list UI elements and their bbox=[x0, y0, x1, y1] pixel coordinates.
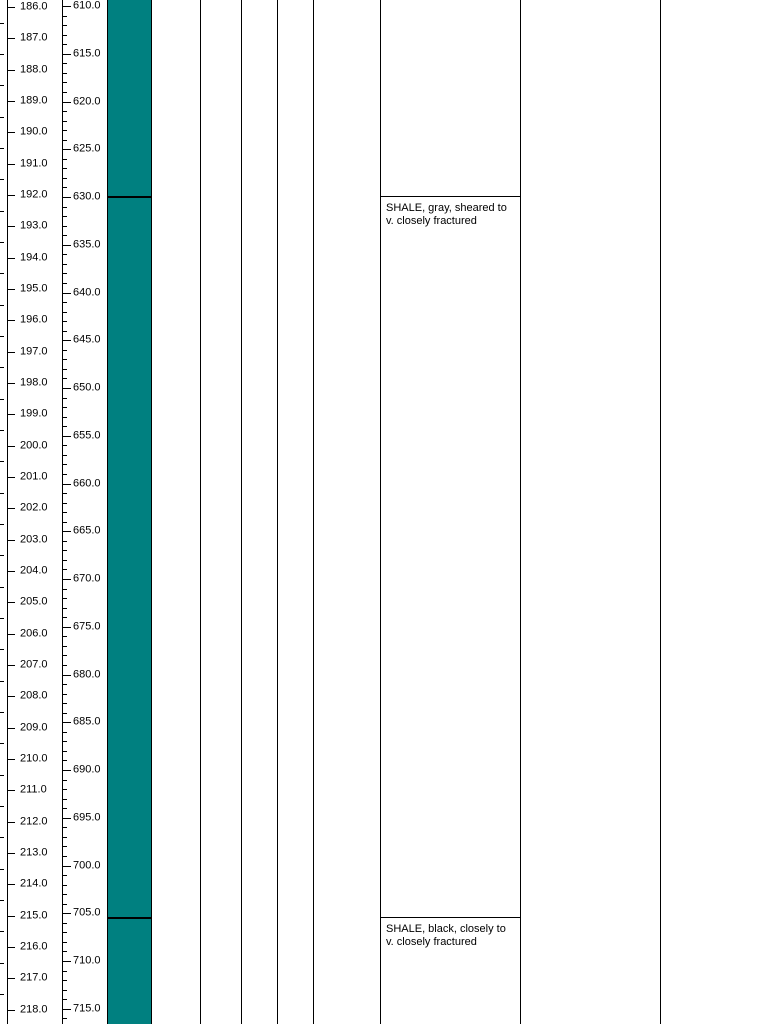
minor-tick-ft bbox=[62, 426, 67, 427]
minor-tick-ft bbox=[62, 703, 67, 704]
minor-tick-m bbox=[0, 806, 4, 807]
major-tick-m bbox=[7, 446, 15, 447]
minor-tick-m bbox=[0, 712, 4, 713]
minor-tick-ft bbox=[62, 82, 67, 83]
depth-label-m: 207.0 bbox=[20, 658, 48, 671]
description-top-border bbox=[380, 917, 521, 918]
minor-tick-ft bbox=[62, 92, 67, 93]
major-tick-m bbox=[7, 320, 15, 321]
depth-label-ft: 695.0 bbox=[73, 811, 101, 824]
depth-label-ft: 650.0 bbox=[73, 381, 101, 394]
minor-tick-ft bbox=[62, 226, 67, 227]
minor-tick-m bbox=[0, 54, 4, 55]
minor-tick-m bbox=[0, 367, 4, 368]
minor-tick-m bbox=[0, 587, 4, 588]
minor-tick-m bbox=[0, 117, 4, 118]
minor-tick-ft bbox=[62, 417, 67, 418]
depth-label-m: 210.0 bbox=[20, 752, 48, 765]
major-tick-m bbox=[7, 853, 15, 854]
minor-tick-ft bbox=[62, 846, 67, 847]
major-tick-m bbox=[7, 916, 15, 917]
minor-tick-ft bbox=[62, 331, 67, 332]
minor-tick-ft bbox=[62, 875, 67, 876]
depth-label-ft: 665.0 bbox=[73, 524, 101, 537]
minor-tick-m bbox=[0, 649, 4, 650]
minor-tick-ft bbox=[62, 16, 67, 17]
major-tick-m bbox=[7, 759, 15, 760]
major-tick-ft bbox=[62, 961, 71, 962]
depth-label-ft: 635.0 bbox=[73, 238, 101, 251]
minor-tick-ft bbox=[62, 560, 67, 561]
depth-label-ft: 610.0 bbox=[73, 0, 101, 12]
minor-tick-ft bbox=[62, 25, 67, 26]
major-tick-m bbox=[7, 1010, 15, 1011]
minor-tick-ft bbox=[62, 923, 67, 924]
depth-label-m: 202.0 bbox=[20, 501, 48, 514]
depth-label-ft: 700.0 bbox=[73, 859, 101, 872]
minor-tick-ft bbox=[62, 808, 67, 809]
major-tick-ft bbox=[62, 1009, 71, 1010]
minor-tick-ft bbox=[62, 369, 67, 370]
minor-tick-ft bbox=[62, 694, 67, 695]
depth-label-m: 203.0 bbox=[20, 533, 48, 546]
minor-tick-m bbox=[0, 743, 4, 744]
column-divider bbox=[241, 0, 242, 1024]
depth-label-m: 208.0 bbox=[20, 689, 48, 702]
minor-tick-ft bbox=[62, 799, 67, 800]
major-tick-m bbox=[7, 352, 15, 353]
minor-tick-m bbox=[0, 430, 4, 431]
major-tick-ft bbox=[62, 54, 71, 55]
major-tick-m bbox=[7, 164, 15, 165]
depth-label-m: 198.0 bbox=[20, 376, 48, 389]
minor-tick-m bbox=[0, 618, 4, 619]
minor-tick-m bbox=[0, 242, 4, 243]
depth-label-ft: 690.0 bbox=[73, 763, 101, 776]
major-tick-m bbox=[7, 790, 15, 791]
minor-tick-ft bbox=[62, 589, 67, 590]
minor-tick-m bbox=[0, 869, 4, 870]
depth-label-m: 189.0 bbox=[20, 94, 48, 107]
minor-tick-ft bbox=[62, 398, 67, 399]
description-column-right-border bbox=[520, 0, 521, 1024]
minor-tick-ft bbox=[62, 207, 67, 208]
column-divider bbox=[660, 0, 661, 1024]
minor-tick-ft bbox=[62, 512, 67, 513]
minor-tick-m bbox=[0, 461, 4, 462]
depth-label-ft: 670.0 bbox=[73, 572, 101, 585]
minor-tick-ft bbox=[62, 751, 67, 752]
depth-label-m: 195.0 bbox=[20, 282, 48, 295]
depth-label-m: 190.0 bbox=[20, 125, 48, 138]
minor-tick-ft bbox=[62, 655, 67, 656]
depth-label-m: 199.0 bbox=[20, 407, 48, 420]
major-tick-ft bbox=[62, 484, 71, 485]
minor-tick-m bbox=[0, 994, 4, 995]
depth-label-m: 213.0 bbox=[20, 846, 48, 859]
minor-tick-ft bbox=[62, 780, 67, 781]
depth-label-ft: 685.0 bbox=[73, 715, 101, 728]
minor-tick-ft bbox=[62, 445, 67, 446]
minor-tick-ft bbox=[62, 713, 67, 714]
column-divider bbox=[200, 0, 201, 1024]
major-tick-ft bbox=[62, 866, 71, 867]
minor-tick-ft bbox=[62, 503, 67, 504]
depth-label-m: 206.0 bbox=[20, 627, 48, 640]
minor-tick-ft bbox=[62, 35, 67, 36]
minor-tick-ft bbox=[62, 273, 67, 274]
minor-tick-ft bbox=[62, 760, 67, 761]
depth-axis-meters-line bbox=[7, 0, 8, 1024]
minor-tick-ft bbox=[62, 44, 67, 45]
depth-label-m: 192.0 bbox=[20, 188, 48, 201]
major-tick-m bbox=[7, 508, 15, 509]
minor-tick-ft bbox=[62, 665, 67, 666]
minor-tick-ft bbox=[62, 254, 67, 255]
minor-tick-ft bbox=[62, 904, 67, 905]
depth-label-m: 212.0 bbox=[20, 815, 48, 828]
depth-label-m: 196.0 bbox=[20, 313, 48, 326]
lithology-description-line: v. closely fractured bbox=[386, 936, 477, 948]
minor-tick-ft bbox=[62, 359, 67, 360]
major-tick-m bbox=[7, 195, 15, 196]
major-tick-ft bbox=[62, 436, 71, 437]
depth-label-m: 204.0 bbox=[20, 564, 48, 577]
depth-label-m: 193.0 bbox=[20, 219, 48, 232]
major-tick-m bbox=[7, 38, 15, 39]
major-tick-m bbox=[7, 414, 15, 415]
major-tick-m bbox=[7, 978, 15, 979]
minor-tick-ft bbox=[62, 111, 67, 112]
minor-tick-m bbox=[0, 305, 4, 306]
minor-tick-ft bbox=[62, 971, 67, 972]
minor-tick-ft bbox=[62, 302, 67, 303]
major-tick-ft bbox=[62, 722, 71, 723]
major-tick-ft bbox=[62, 675, 71, 676]
minor-tick-ft bbox=[62, 646, 67, 647]
minor-tick-ft bbox=[62, 168, 67, 169]
depth-label-m: 194.0 bbox=[20, 251, 48, 264]
minor-tick-ft bbox=[62, 378, 67, 379]
depth-label-ft: 630.0 bbox=[73, 190, 101, 203]
minor-tick-ft bbox=[62, 827, 67, 828]
minor-tick-ft bbox=[62, 140, 67, 141]
minor-tick-ft bbox=[62, 837, 67, 838]
description-column-left-border bbox=[380, 0, 381, 1024]
minor-tick-m bbox=[0, 681, 4, 682]
minor-tick-ft bbox=[62, 942, 67, 943]
minor-tick-m bbox=[0, 211, 4, 212]
depth-label-m: 191.0 bbox=[20, 157, 48, 170]
minor-tick-ft bbox=[62, 951, 67, 952]
depth-label-m: 214.0 bbox=[20, 877, 48, 890]
major-tick-m bbox=[7, 947, 15, 948]
major-tick-ft bbox=[62, 102, 71, 103]
major-tick-m bbox=[7, 634, 15, 635]
minor-tick-ft bbox=[62, 216, 67, 217]
minor-tick-ft bbox=[62, 617, 67, 618]
depth-label-m: 209.0 bbox=[20, 721, 48, 734]
minor-tick-ft bbox=[62, 999, 67, 1000]
depth-label-m: 200.0 bbox=[20, 439, 48, 452]
depth-label-ft: 680.0 bbox=[73, 668, 101, 681]
minor-tick-m bbox=[0, 555, 4, 556]
minor-tick-m bbox=[0, 493, 4, 494]
depth-label-ft: 660.0 bbox=[73, 477, 101, 490]
minor-tick-ft bbox=[62, 312, 67, 313]
depth-label-m: 187.0 bbox=[20, 31, 48, 44]
minor-tick-ft bbox=[62, 455, 67, 456]
depth-label-m: 205.0 bbox=[20, 595, 48, 608]
minor-tick-ft bbox=[62, 350, 67, 351]
major-tick-m bbox=[7, 571, 15, 572]
major-tick-m bbox=[7, 132, 15, 133]
column-divider bbox=[277, 0, 278, 1024]
minor-tick-ft bbox=[62, 522, 67, 523]
minor-tick-ft bbox=[62, 608, 67, 609]
minor-tick-ft bbox=[62, 130, 67, 131]
minor-tick-ft bbox=[62, 932, 67, 933]
minor-tick-m bbox=[0, 273, 4, 274]
minor-tick-m bbox=[0, 179, 4, 180]
major-tick-m bbox=[7, 101, 15, 102]
minor-tick-ft bbox=[62, 1018, 67, 1019]
depth-label-ft: 620.0 bbox=[73, 95, 101, 108]
minor-tick-ft bbox=[62, 73, 67, 74]
minor-tick-ft bbox=[62, 321, 67, 322]
lithology-column bbox=[107, 0, 152, 1024]
minor-tick-ft bbox=[62, 636, 67, 637]
major-tick-ft bbox=[62, 293, 71, 294]
lithology-boundary bbox=[108, 196, 151, 198]
minor-tick-ft bbox=[62, 569, 67, 570]
major-tick-m bbox=[7, 289, 15, 290]
depth-label-m: 217.0 bbox=[20, 971, 48, 984]
major-tick-m bbox=[7, 258, 15, 259]
depth-label-m: 188.0 bbox=[20, 63, 48, 76]
major-tick-m bbox=[7, 728, 15, 729]
lithology-boundary bbox=[108, 917, 151, 919]
major-tick-ft bbox=[62, 531, 71, 532]
lithology-description-line: v. closely fractured bbox=[386, 215, 477, 227]
major-tick-m bbox=[7, 822, 15, 823]
minor-tick-m bbox=[0, 148, 4, 149]
minor-tick-m bbox=[0, 23, 4, 24]
minor-tick-ft bbox=[62, 684, 67, 685]
depth-label-ft: 710.0 bbox=[73, 954, 101, 967]
minor-tick-ft bbox=[62, 541, 67, 542]
major-tick-m bbox=[7, 696, 15, 697]
major-tick-ft bbox=[62, 340, 71, 341]
minor-tick-ft bbox=[62, 550, 67, 551]
depth-label-m: 211.0 bbox=[20, 783, 47, 796]
minor-tick-ft bbox=[62, 63, 67, 64]
major-tick-m bbox=[7, 665, 15, 666]
depth-label-m: 186.0 bbox=[20, 0, 48, 13]
major-tick-ft bbox=[62, 579, 71, 580]
depth-label-ft: 655.0 bbox=[73, 429, 101, 442]
minor-tick-ft bbox=[62, 187, 67, 188]
major-tick-ft bbox=[62, 149, 71, 150]
minor-tick-ft bbox=[62, 885, 67, 886]
minor-tick-ft bbox=[62, 121, 67, 122]
major-tick-ft bbox=[62, 388, 71, 389]
depth-label-m: 216.0 bbox=[20, 940, 48, 953]
major-tick-m bbox=[7, 7, 15, 8]
lithology-description-line: SHALE, black, closely to bbox=[386, 923, 506, 935]
minor-tick-ft bbox=[62, 178, 67, 179]
minor-tick-ft bbox=[62, 980, 67, 981]
depth-label-ft: 705.0 bbox=[73, 906, 101, 919]
major-tick-ft bbox=[62, 6, 71, 7]
lithology-description-line: SHALE, gray, sheared to bbox=[386, 202, 507, 214]
major-tick-m bbox=[7, 884, 15, 885]
depth-label-ft: 640.0 bbox=[73, 286, 101, 299]
depth-label-m: 201.0 bbox=[20, 470, 48, 483]
depth-label-ft: 675.0 bbox=[73, 620, 101, 633]
depth-label-ft: 625.0 bbox=[73, 142, 101, 155]
major-tick-m bbox=[7, 226, 15, 227]
major-tick-ft bbox=[62, 197, 71, 198]
minor-tick-ft bbox=[62, 159, 67, 160]
major-tick-ft bbox=[62, 627, 71, 628]
minor-tick-ft bbox=[62, 474, 67, 475]
major-tick-ft bbox=[62, 770, 71, 771]
minor-tick-m bbox=[0, 524, 4, 525]
minor-tick-m bbox=[0, 931, 4, 932]
minor-tick-ft bbox=[62, 264, 67, 265]
major-tick-m bbox=[7, 383, 15, 384]
minor-tick-ft bbox=[62, 598, 67, 599]
minor-tick-m bbox=[0, 336, 4, 337]
depth-label-ft: 715.0 bbox=[73, 1002, 101, 1015]
minor-tick-ft bbox=[62, 283, 67, 284]
column-divider bbox=[313, 0, 314, 1024]
minor-tick-ft bbox=[62, 741, 67, 742]
minor-tick-ft bbox=[62, 894, 67, 895]
minor-tick-ft bbox=[62, 235, 67, 236]
major-tick-ft bbox=[62, 818, 71, 819]
minor-tick-m bbox=[0, 837, 4, 838]
major-tick-ft bbox=[62, 913, 71, 914]
major-tick-m bbox=[7, 70, 15, 71]
description-top-border bbox=[380, 196, 521, 197]
depth-label-ft: 645.0 bbox=[73, 333, 101, 346]
minor-tick-ft bbox=[62, 464, 67, 465]
minor-tick-ft bbox=[62, 789, 67, 790]
minor-tick-ft bbox=[62, 732, 67, 733]
minor-tick-ft bbox=[62, 407, 67, 408]
depth-label-m: 218.0 bbox=[20, 1003, 48, 1016]
minor-tick-m bbox=[0, 775, 4, 776]
minor-tick-ft bbox=[62, 990, 67, 991]
minor-tick-m bbox=[0, 85, 4, 86]
major-tick-m bbox=[7, 477, 15, 478]
minor-tick-m bbox=[0, 900, 4, 901]
major-tick-m bbox=[7, 540, 15, 541]
minor-tick-m bbox=[0, 399, 4, 400]
major-tick-m bbox=[7, 602, 15, 603]
major-tick-ft bbox=[62, 245, 71, 246]
minor-tick-ft bbox=[62, 856, 67, 857]
depth-label-m: 197.0 bbox=[20, 345, 48, 358]
minor-tick-ft bbox=[62, 493, 67, 494]
minor-tick-m bbox=[0, 963, 4, 964]
depth-label-m: 215.0 bbox=[20, 909, 48, 922]
depth-label-ft: 615.0 bbox=[73, 47, 101, 60]
